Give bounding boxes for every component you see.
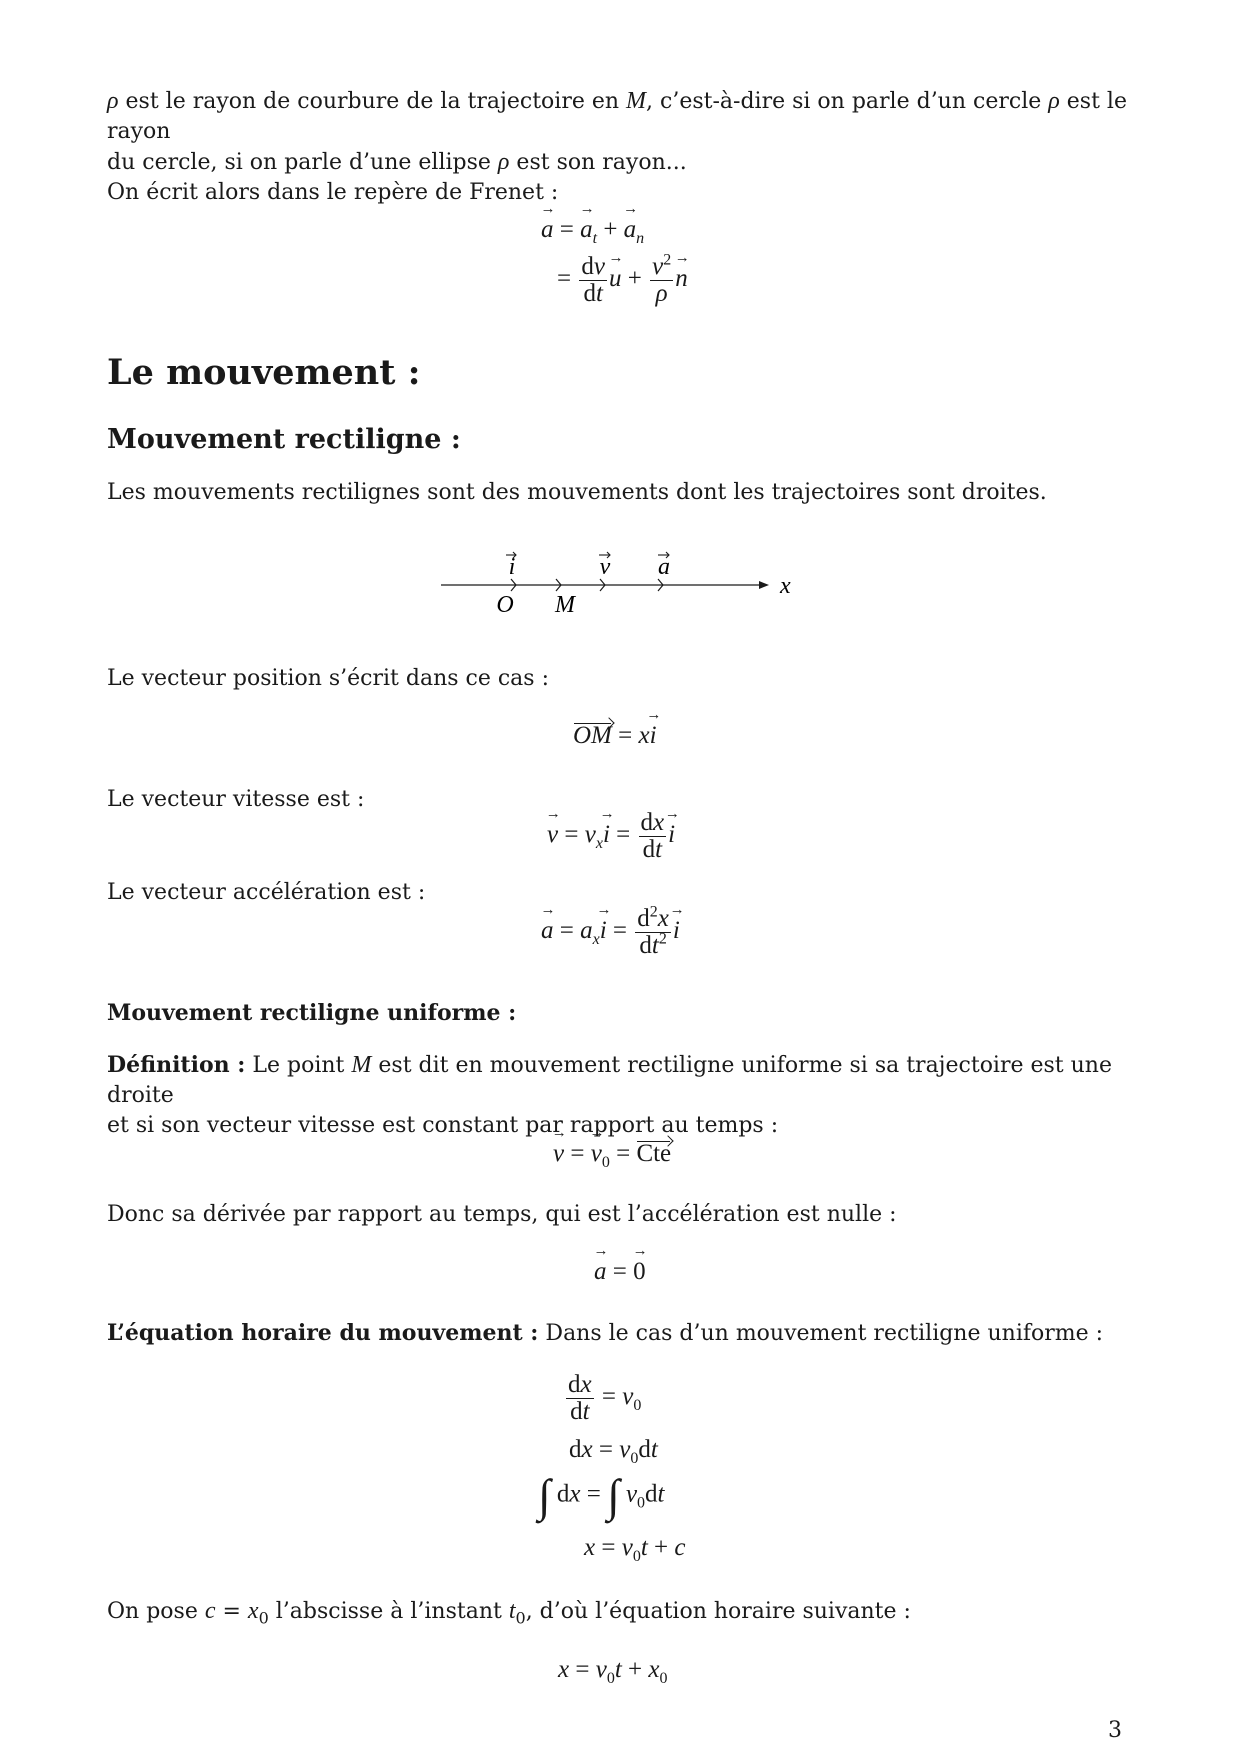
- constant-velocity-equation: → v = → $v_0$ = Cte: [553, 1140, 671, 1168]
- rectilinear-axis-diagram: [440, 545, 800, 615]
- unit-vector-label: i: [508, 554, 516, 580]
- derivation-line3: ∫ dx = ∫ $v_0dt$: [538, 1470, 665, 1521]
- acceleration-vector-equation: → $a = a_x\to i$ = $\frac{d^2x}{dt^2}$ → i: [541, 906, 680, 959]
- subsection-title: Mouvement rectiligne :: [107, 424, 461, 455]
- uniform-definition-paragraph: Définition : Le point M est dit en mouvement rectiligne uniforme si sa trajectoire est une droite et si son vecteur vitesse est constant par rapport au temps :: [107, 1052, 1112, 1138]
- frenet-equation-line1: → a = → $a_t$ + → $a_n$: [541, 216, 644, 244]
- time-equation-final: $x = v_0t + x_0$: [558, 1656, 668, 1687]
- frenet-equation-line2: = $\frac{dv}{dt}$ → u + $\frac{v^2}{\rho}$ → n: [557, 254, 688, 307]
- zero-acceleration-text: Donc sa dérivée par rapport au temps, qui est l’accélération est nulle :: [107, 1202, 897, 1227]
- position-vector-equation: OM = x→ i: [573, 722, 657, 750]
- acceleration-vector-label: a: [658, 554, 670, 580]
- pose-constant-text: On pose $c = x_0$ l’abscisse à l’instant $t_0$, d’où l’équation horaire suivante :: [107, 1598, 911, 1628]
- velocity-vector-label: v: [599, 554, 611, 580]
- position-vector-text: Le vecteur position s’écrit dans ce cas :: [107, 666, 549, 691]
- origin-label: O: [496, 592, 514, 615]
- rectilinear-definition-text: Les mouvements rectilignes sont des mouvements dont les trajectoires sont droites.: [107, 480, 1047, 505]
- time-equation-paragraph: L’équation horaire du mouvement : Dans le cas d’un mouvement rectiligne uniforme :: [107, 1320, 1104, 1346]
- derivation-line2: dx = $v_0dt$: [569, 1436, 658, 1467]
- point-m-label: M: [555, 592, 575, 615]
- uniform-motion-title: Mouvement rectiligne uniforme :: [107, 1000, 517, 1026]
- zero-acceleration-equation: → a = → 0: [594, 1258, 646, 1286]
- acceleration-vector-text: Le vecteur accélération est :: [107, 880, 426, 905]
- axis-x-label: x: [780, 573, 791, 599]
- section-title: Le mouvement :: [107, 352, 421, 393]
- derivation-line4: $x = v_0t + c$: [584, 1534, 686, 1565]
- velocity-vector-text: Le vecteur vitesse est :: [107, 787, 365, 812]
- x-axis-arrowhead: [759, 581, 769, 589]
- derivation-line1: $\frac{dx}{dt}$ = $v_0$: [568, 1371, 642, 1425]
- page-number: 3: [1108, 1718, 1122, 1743]
- intro-paragraph: ρ est le rayon de courbure de la trajectoire en M, c’est-à-dire si on parle d’un cercle ρ est le rayon du cercle, si on parle d’une ellipse ρ est son rayon... On écrit alors dans le repère de Frenet :: [107, 88, 1127, 205]
- velocity-vector-equation: → $v = v_x\to i$ = $\frac{dx}{dt}$ → i: [547, 810, 675, 863]
